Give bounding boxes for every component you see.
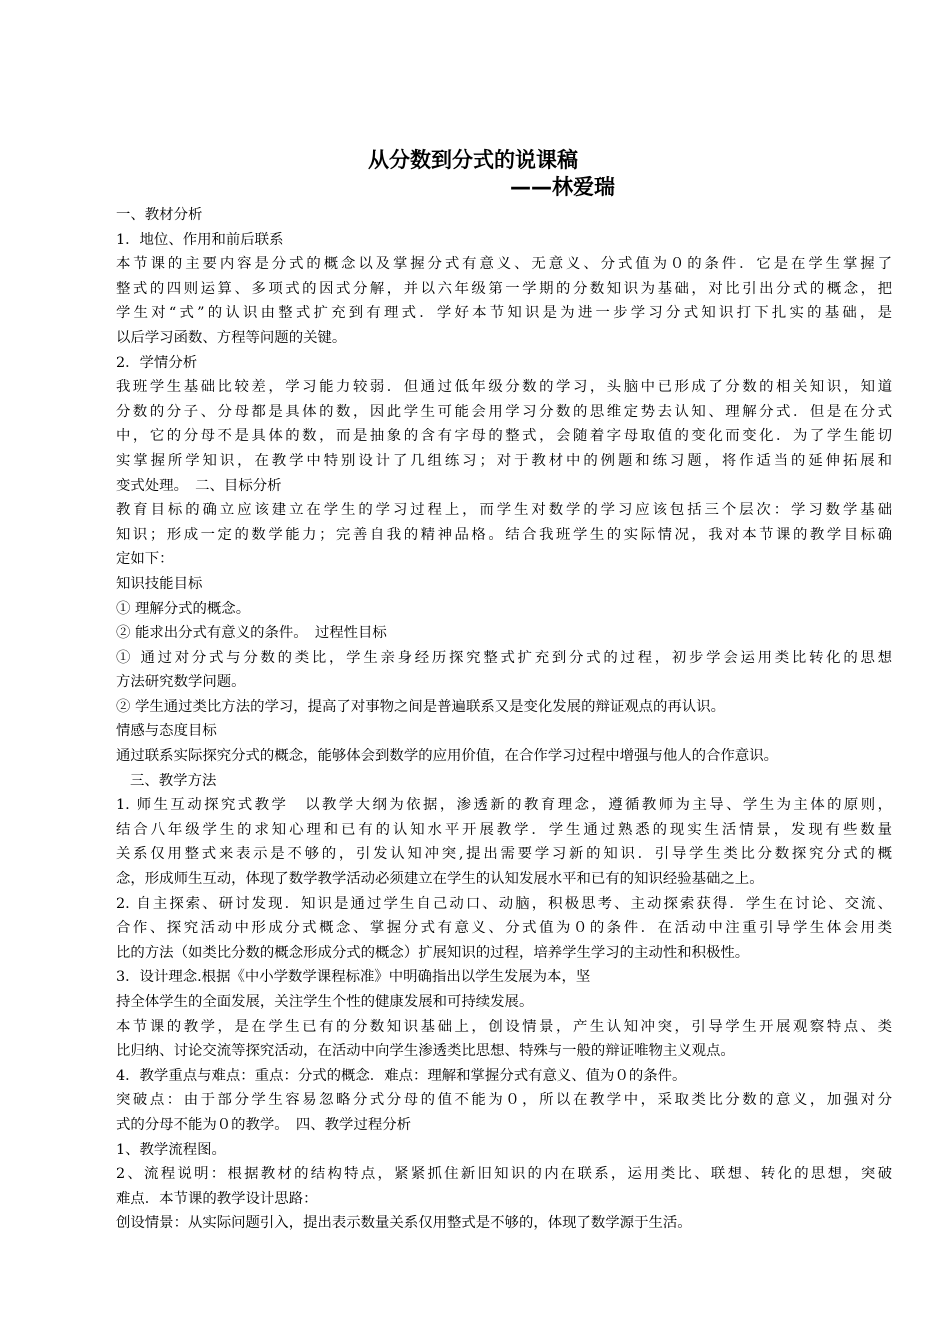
paragraph-line: 以后学习函数、方程等问题的关键。	[116, 329, 347, 346]
paragraph-line: 式的分母不能为０的教学。 四、教学过程分析	[116, 1116, 412, 1133]
paragraph-line: 难点．本节课的教学设计思路：	[116, 1190, 318, 1207]
subsection-heading: 知识技能目标	[116, 575, 203, 592]
paragraph-line: 4．教学重点与难点：重点：分式的概念．难点：理解和掌握分式有意义、值为０的条件。	[116, 1067, 687, 1084]
document-title: 从分数到分式的说课稿	[368, 148, 578, 172]
section-heading: 三、教学方法	[130, 772, 217, 789]
paragraph-line: 整式的四则运算、多项式的因式分解，并以六年级第一学期的分数知识为基础，对比引出分式的概念，把	[116, 280, 892, 297]
paragraph-line: 教育目标的确立应该建立在学生的学习过程上，而学生对数学的学习应该包括三个层次：学习数学基础	[116, 502, 892, 519]
list-item: ② 学生通过类比方法的学习，提高了对事物之间是普遍联系又是变化发展的辩证观点的再认识。	[116, 698, 725, 715]
subsection-heading: 情感与态度目标	[116, 723, 217, 740]
subsection-heading: 2．学情分析	[116, 354, 198, 371]
paragraph-line: 变式处理。 二、目标分析	[116, 477, 282, 494]
paragraph-line: 通过联系实际探究分式的概念，能够体会到数学的应用价值，在合作学习过程中增强与他人的合作意识。	[116, 748, 778, 765]
paragraph-line: 实掌握所学知识，在教学中特别设计了几组练习；对于教材中的例题和练习题，将作适当的延伸拓展和	[116, 452, 892, 469]
list-item: ② 能求出分式有意义的条件。 过程性目标	[116, 625, 387, 642]
paragraph-line: 2、流程说明：根据教材的结构特点，紧紧抓住新旧知识的内在联系，运用类比、联想、转化的思想，突破	[116, 1166, 892, 1183]
paragraph-line: 比的方法（如类比分数的概念形成分式的概念）扩展知识的过程，培养学生学习的主动性和积极性。	[116, 944, 750, 961]
list-item: ① 通过对分式与分数的类比，学生亲身经历探究整式扩充到分式的过程，初步学会运用类比转化的思想	[116, 649, 892, 666]
paragraph-line: 创设情景：从实际问题引入，提出表示数量关系仅用整式是不够的，体现了数学源于生活。	[116, 1215, 692, 1232]
paragraph-line: 我班学生基础比较差，学习能力较弱．但通过低年级分数的学习，头脑中已形成了分数的相关知识，知道	[116, 379, 892, 396]
paragraph-line: 定如下：	[116, 551, 174, 568]
paragraph-line: 合作、探究活动中形成分式概念、掌握分式有意义、分式值为０的条件．在活动中注重引导学生体会用类	[116, 920, 892, 937]
document-body	[116, 203, 892, 1236]
section-heading: 一、教材分析	[116, 207, 203, 223]
paragraph-line: 1. 师生互动探究式教学 以教学大纲为依据，渗透新的教育理念，遵循教师为主导、学生为主体的原则，	[116, 797, 892, 814]
paragraph-line: 关系仅用整式来表示是不够的，引发认知冲突,提出需要学习新的知识．引导学生类比分数探究分式的概	[116, 846, 892, 863]
paragraph-line: 持全体学生的全面发展，关注学生个性的健康发展和可持续发展。	[116, 994, 534, 1010]
paragraph-line: 方法研究数学问题。	[116, 674, 246, 691]
list-item: ① 理解分式的概念。	[116, 600, 251, 617]
paragraph-line: 念，形成师生互动，体现了数学教学活动必须建立在学生的认知发展水平和已有的知识经验基础之上。	[116, 871, 764, 888]
paragraph-line: 分数的分子、分母都是具体的数，因此学生可能会用学习分数的思维定势去认知、理解分式．但是在分式	[116, 403, 892, 420]
paragraph-line: 本节课的主要内容是分式的概念以及掌握分式有意义、无意义、分式值为０的条件．它是在学生掌握了	[116, 256, 892, 273]
paragraph-line: 突破点：由于部分学生容易忽略分式分母的值不能为０，所以在教学中，采取类比分数的意义，加强对分	[116, 1092, 892, 1109]
paragraph-line: 中，它的分母不是具体的数，而是抽象的含有字母的整式，会随着字母取值的变化而变化．为了学生能切	[116, 428, 892, 445]
paragraph-line: 3．设计理念.根据《中小学数学课程标准》中明确指出以学生发展为本，坚	[116, 969, 591, 986]
paragraph-line: 学生对“式”的认识由整式扩充到有理式．学好本节知识是为进一步学习分式知识打下扎实的基础，是	[116, 305, 892, 322]
paragraph-line: 2. 自主探索、研讨发现．知识是通过学生自己动口、动脑，积极思考、主动探索获得．学生在讨论、交流、	[116, 895, 892, 912]
paragraph-line: 1、教学流程图。	[116, 1141, 226, 1158]
paragraph-line: 知识；形成一定的数学能力；完善自我的精神品格。结合我班学生的实际情况，我对本节课的教学目标确	[116, 526, 892, 543]
paragraph-line: 本节课的教学，是在学生已有的分数知识基础上，创设情景，产生认知冲突，引导学生开展观察特点、类	[116, 1018, 892, 1035]
paragraph-line: 比归纳、讨论交流等探究活动，在活动中向学生渗透类比思想、特殊与一般的辩证唯物主义观点。	[116, 1043, 735, 1060]
subsection-heading: 1．地位、作用和前后联系	[116, 231, 284, 248]
document-author: ——林爱瑞	[510, 175, 615, 199]
paragraph-line: 结合八年级学生的求知心理和已有的认知水平开展教学．学生通过熟悉的现实生活情景，发现有些数量	[116, 821, 892, 838]
